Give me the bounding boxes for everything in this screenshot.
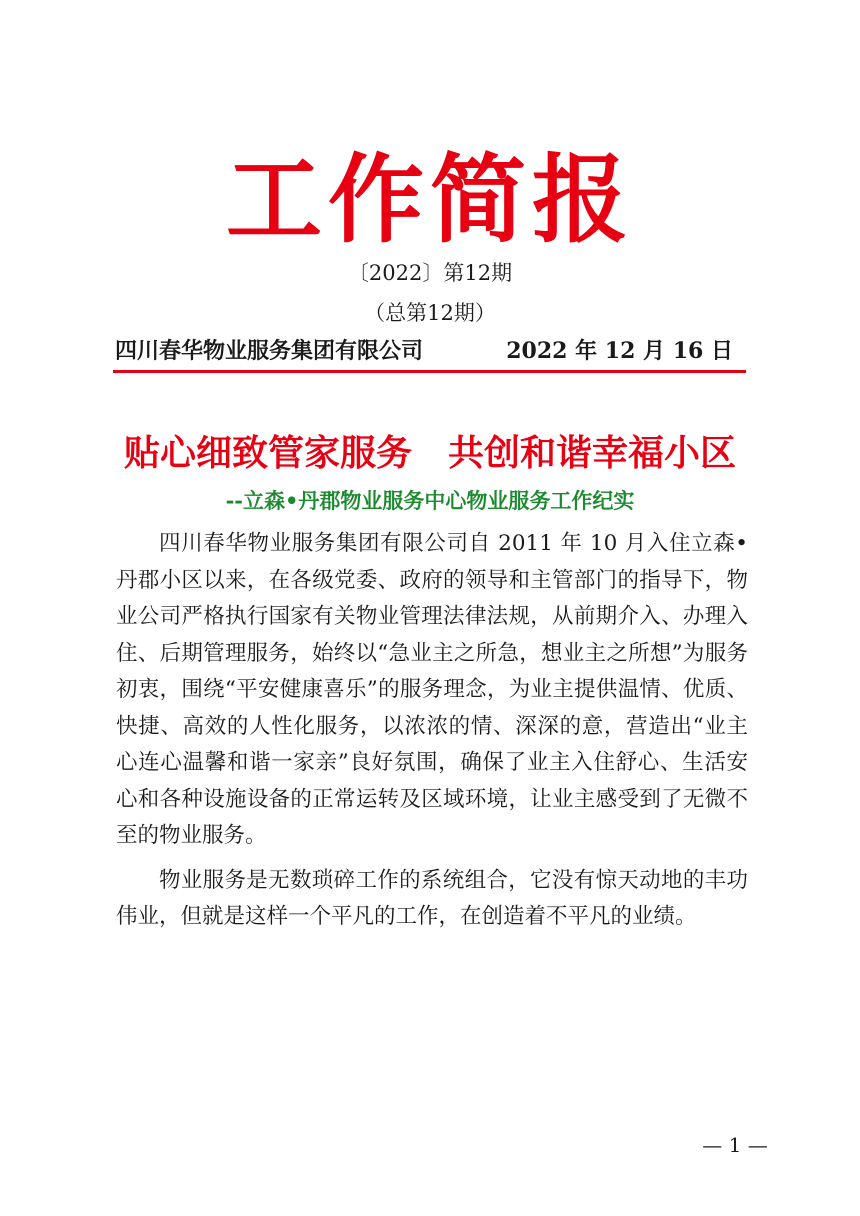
article-subheadline: --立森•丹郡物业服务中心物业服务工作纪实 — [225, 488, 635, 513]
article-body — [116, 526, 748, 944]
article-headline: 贴心细致管家服务 共创和谐幸福小区 — [123, 432, 736, 474]
issue-date: 2022 年 12 月 16 日 — [506, 338, 733, 364]
issue-number: 〔2022〕第12期 — [347, 261, 513, 285]
body-paragraph: 四川春华物业服务集团有限公司自 2011 年 10 月入住立森•丹郡小区以来，在各级党委、政府的领导和主管部门的指导下，物业公司严格执行国家有关物业管理法律法规，从前期介入、办理入住、后期管理服务，始终以“急业主之所急，想业主之所想”为服务初衷，围绕“平安健康喜乐”的服务理念，为业主提供温情、优质、快捷、高效的人性化服务，以浓浓的情、深深的意，营造出“业主心连心温馨和谐一家亲”良好氛围，确保了业主入住舒心、生活安心和各种设施设备的正常运转及区域环境，让业主感受到了无微不至的物业服务。 — [116, 531, 748, 848]
body-paragraph: 物业服务是无数琐碎工作的系统组合，它没有惊天动地的丰功伟业，但就是这样一个平凡的工作，在创造着不平凡的业绩。 — [116, 867, 748, 929]
red-divider — [113, 370, 746, 373]
issue-total: （总第12期） — [364, 301, 496, 325]
page-number: — 1 — — [702, 1133, 768, 1157]
organization-name: 四川春华物业服务集团有限公司 — [115, 338, 424, 364]
masthead-title: 工作简报 — [226, 143, 634, 256]
header-line — [115, 334, 745, 368]
